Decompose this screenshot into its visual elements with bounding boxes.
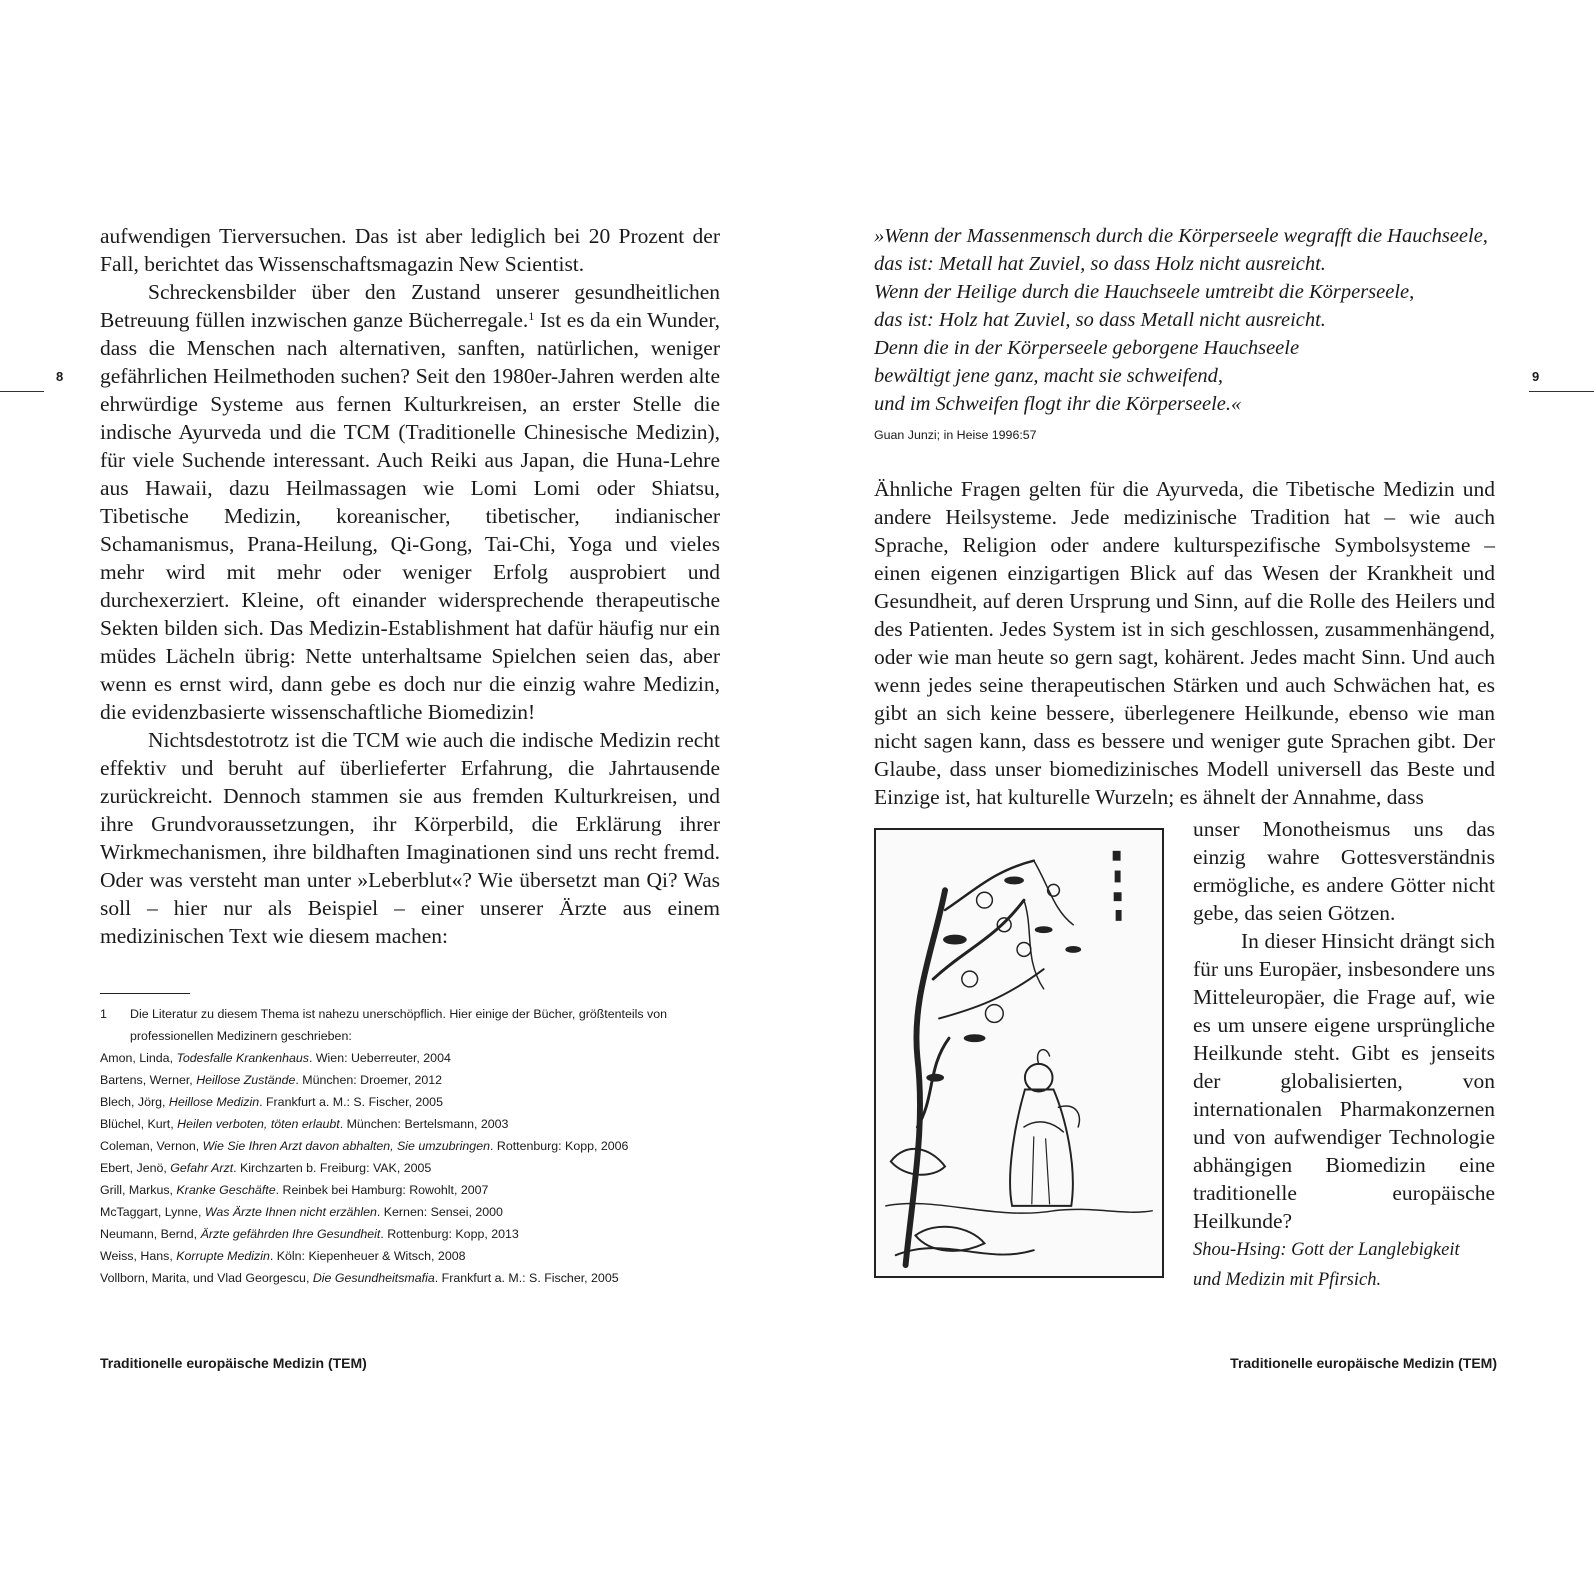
reference-entry (100, 1113, 740, 1135)
quote-line: Denn die in der Körperseele geborgene Hauchseele (874, 337, 1300, 359)
footnotes (100, 1003, 740, 1289)
page-number: 9 (1532, 369, 1540, 384)
reference-author: Ebert, Jenö, (100, 1161, 171, 1175)
reference-entry (100, 1179, 740, 1201)
text-run: Nichtsdestotrotz ist die TCM wie auch die indische Medizin recht effektiv und beruht auf überlieferter Erfahrung, die Jahrtausende zurückreicht. Dennoch stammen sie aus fremden Kulturkreisen, und ihre Grundvoraussetzungen, ihr Körperbild, die Erklärung ihrer Wirkmechanismen, ihre bildhaften Imaginationen sind uns recht fremd. Oder was versteht man unter »Leberblut«? Wie übersetzt man Qi? Was soll – hier nur als Beispiel – einer unserer Ärzte aus einem medizinischen Text wie diesem machen: (100, 728, 720, 948)
quote-line: »Wenn der Massenmensch durch die Körperseele wegrafft die Hauchseele, (874, 225, 1488, 247)
reference-title: Heillose Zustände (196, 1073, 296, 1087)
running-footer: Traditionelle europäische Medizin (TEM) (1230, 1355, 1497, 1371)
text-run: aufwendigen Tierversuchen. Das ist aber lediglich bei 20 Prozent der Fall, berichtet das Wissenschaftsmagazin New Scientist. (100, 224, 720, 276)
footnote-number: 1 (100, 1007, 107, 1021)
quote-line: Wenn der Heilige durch die Hauchseele umtreibt die Körperseele, (874, 281, 1415, 303)
reference-author: Weiss, Hans, (100, 1249, 177, 1263)
shou-hsing-illustration (874, 828, 1164, 1278)
figure-caption (1193, 1235, 1513, 1295)
wrapped-body-text (1193, 815, 1495, 1235)
reference-publisher: . Rottenburg: Kopp, 2013 (380, 1227, 519, 1241)
reference-publisher: . München: Bertelsmann, 2003 (339, 1117, 509, 1131)
right-page (797, 0, 1594, 1594)
reference-author: McTaggart, Lynne, (100, 1205, 205, 1219)
quote-source: Guan Junzi; in Heise 1996:57 (874, 428, 1037, 442)
paragraph (100, 726, 720, 950)
reference-publisher: . Frankfurt a. M.: S. Fischer, 2005 (259, 1095, 443, 1109)
text-run: Ist es da ein Wunder, dass die Menschen nach alternativen, sanften, natürlichen, weniger gefährlichen Heilmethoden suchen? Seit den 1980er-Jahren werden alte ehrwürdige Systeme aus fernen Kulturkreisen, an erster Stelle die indische Ayurveda und die TCM (Traditionelle Chinesische Medizin), für viele Suchende interessant. Auch Reiki aus Japan, die Huna-Lehre aus Hawaii, dazu Heilmassagen wie Lomi Lomi oder Shiatsu, Tibetische Medizin, koreanischer, tibetischer, indianischer Schamanismus, Prana-Heilung, Qi-Gong, Tai-Chi, Yoga und vieles mehr wird mit mehr oder weniger Erfolg ausprobiert und durchexerziert. Kleine, oft einander widersprechende therapeutische Sekten bilden sich. Das Medizin-Establishment hat dafür häufig nur ein müdes Lächeln übrig: Nette unterhaltsame Spielchen seien das, aber wenn es ernst wird, dann gebe es doch nur die einzig wahre Medizin, die evidenzbasierte wissenschaftliche Biomedizin! (100, 308, 721, 724)
reference-title: Todesfalle Krankenhaus (176, 1051, 309, 1065)
reference-entry (100, 1223, 740, 1245)
page-marker-rule (1529, 391, 1594, 392)
reference-publisher: . Frankfurt a. M.: S. Fischer, 2005 (434, 1271, 619, 1285)
reference-entry (100, 1201, 740, 1223)
reference-entry (100, 1069, 740, 1091)
reference-publisher: . Kernen: Sensei, 2000 (376, 1205, 503, 1219)
quote-line: bewältigt jene ganz, macht sie schweifend, (874, 365, 1224, 387)
reference-title: Heillose Medizin (168, 1095, 260, 1109)
reference-title: Ärzte gefährden Ihre Gesundheit (200, 1227, 381, 1241)
reference-entry (100, 1157, 740, 1179)
reference-publisher: . Kirchzarten b. Freiburg: VAK, 2005 (233, 1161, 432, 1175)
reference-entry (100, 1245, 740, 1267)
reference-author: Blech, Jörg, (100, 1095, 169, 1109)
reference-publisher: . Reinbek bei Hamburg: Rowohlt, 2007 (275, 1183, 489, 1197)
left-body-text (100, 222, 720, 950)
reference-author: Bartens, Werner, (100, 1073, 197, 1087)
reference-publisher: . München: Droemer, 2012 (295, 1073, 443, 1087)
reference-publisher: . Wien: Ueberreuter, 2004 (308, 1051, 451, 1065)
quote-line: das ist: Holz hat Zuviel, so dass Metall nicht ausreicht. (874, 309, 1326, 331)
ink-drawing (876, 830, 1162, 1276)
paragraph: Ähnliche Fragen gelten für die Ayurveda, die Tibetische Medizin und andere Heilsysteme. Jede medizinische Tradition hat – wie auch Sprache, Religion oder andere kulturspezifische Symbolsysteme – einen eigenen einzigartigen Blick auf das Wesen der Krankheit und Gesundheit, auf deren Ursprung und Sinn, auf die Rolle des Heilers und des Patienten. Jedes System ist in sich geschlossen, zusammenhängend, oder wie man heute so gern sagt, kohärent. Jedes macht Sinn. Und auch wenn jedes seine therapeutischen Stärken und auch Schwächen hat, es gibt an sich keine bessere, überlegenere Heilkunde, ebenso wie man nicht sagen kann, dass es bessere und weniger gute Sprachen gibt. Der Glaube, dass unser biomedizinisches Modell universell das Beste und Einzige ist, hat kulturelle Wurzeln; es ähnelt der Annahme, dass (874, 477, 1495, 809)
page-marker-rule (0, 391, 44, 392)
reference-title: Heilen verboten, töten erlaubt (177, 1117, 340, 1131)
reference-entry (100, 1267, 740, 1289)
reference-author: Coleman, Vernon, (100, 1139, 203, 1153)
footnote-intro-text: Die Literatur zu diesem Thema ist nahezu unerschöpflich. Hier einige der Bücher, größtenteils von professionellen Medizinern geschrieben: (130, 1007, 667, 1043)
footnote-reference-list (100, 1047, 740, 1289)
reference-title: Die Gesundheitsmafia (312, 1271, 435, 1285)
reference-author: Vollborn, Marita, und Vlad Georgescu, (100, 1271, 313, 1285)
quote-line: das ist: Metall hat Zuviel, so dass Holz nicht ausreicht. (874, 253, 1326, 275)
caption-line: Shou-Hsing: Gott der Langlebigkeit (1193, 1240, 1460, 1260)
reference-title: Was Ärzte Ihnen nicht erzählen (204, 1205, 377, 1219)
reference-publisher: . Rottenburg: Kopp, 2006 (489, 1139, 629, 1153)
reference-title: Gefahr Arzt (170, 1161, 234, 1175)
footnote-marker[interactable]: 1 (528, 309, 535, 323)
text-run: Schreckensbilder über den Zustand unserer gesundheitlichen Betreuung füllen inzwischen ganze Bücherregale. (100, 280, 720, 332)
caption-line: und Medizin mit Pfirsich. (1193, 1270, 1382, 1290)
quote-line: und im Schweifen flogt ihr die Körperseele.« (874, 393, 1242, 415)
running-footer: Traditionelle europäische Medizin (TEM) (100, 1355, 367, 1371)
right-body-text (874, 475, 1495, 811)
paragraph (100, 222, 720, 278)
reference-entry (100, 1135, 740, 1157)
reference-title: Korrupte Medizin (176, 1249, 270, 1263)
footnote-intro (100, 1003, 740, 1047)
reference-entry (100, 1091, 740, 1113)
reference-author: Grill, Markus, (100, 1183, 177, 1197)
footnote-divider (100, 993, 190, 994)
reference-title: Wie Sie Ihren Arzt davon abhalten, Sie umzubringen (202, 1139, 490, 1153)
reference-author: Neumann, Bernd, (100, 1227, 201, 1241)
paragraph (100, 278, 720, 726)
paragraph: In dieser Hinsicht drängt sich für uns Europäer, insbesondere uns Mitteleuropäer, die Frage auf, wie es um unsere eigene ursprüngliche Heilkunde steht. Gibt es jenseits der globalisierten, von internationalen Pharmakonzernen und von aufwendiger Technologie abhängigen Biomedizin eine traditionelle europäische Heilkunde? (1193, 929, 1495, 1233)
reference-author: Blüchel, Kurt, (100, 1117, 178, 1131)
page-number: 8 (56, 369, 64, 384)
reference-author: Amon, Linda, (100, 1051, 177, 1065)
reference-entry (100, 1047, 740, 1069)
reference-publisher: . Köln: Kiepenheuer & Witsch, 2008 (269, 1249, 466, 1263)
epigraph-quote (874, 222, 1514, 418)
reference-title: Kranke Geschäfte (176, 1183, 276, 1197)
paragraph: unser Monotheismus uns das einzig wahre Gottesverständnis ermögliche, es andere Götter nicht gebe, das seien Götzen. (1193, 817, 1495, 925)
